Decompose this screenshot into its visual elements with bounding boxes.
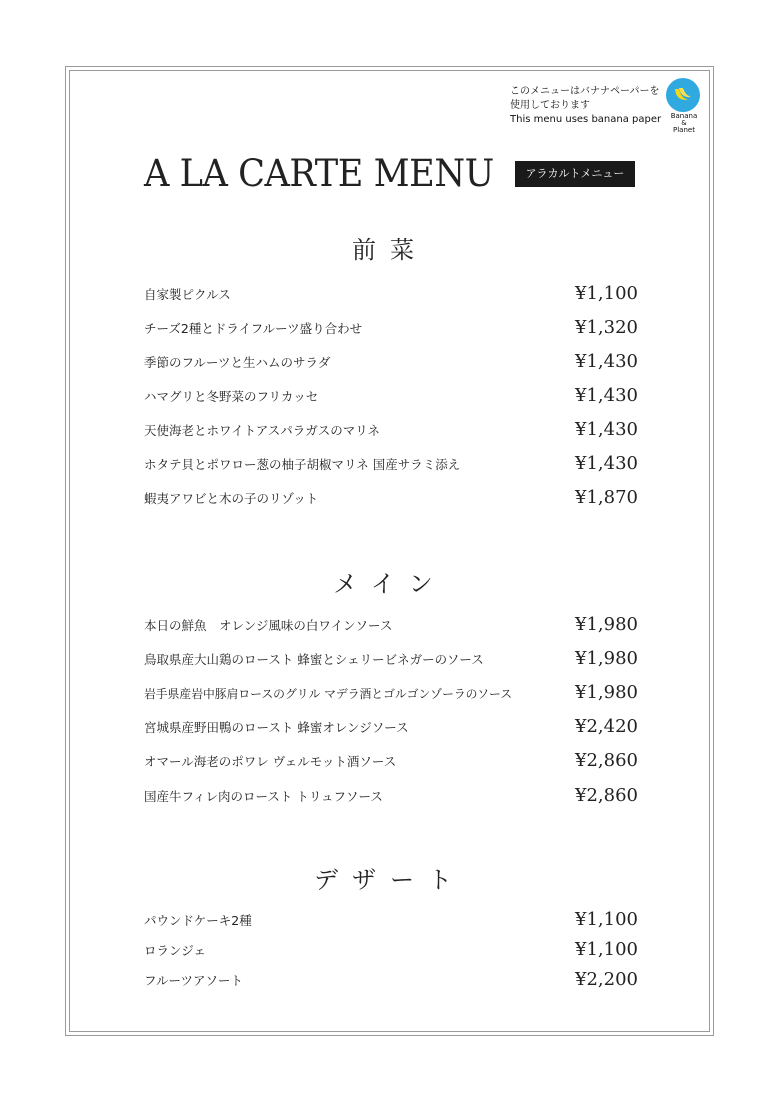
section-title-main: メイン bbox=[333, 570, 447, 598]
menu-item bbox=[144, 939, 638, 960]
menu-item-name: パウンドケーキ2種 bbox=[144, 913, 252, 928]
menu-item-price: ¥2,860 bbox=[575, 785, 638, 806]
menu-item-price: ¥1,870 bbox=[575, 487, 638, 508]
notice-line-1: このメニューはバナナペーパーを bbox=[510, 86, 660, 97]
banana-paper-notice bbox=[510, 85, 661, 127]
menu-item-name: フルーツアソート bbox=[144, 973, 244, 988]
section-title-dessert: デザート bbox=[314, 866, 466, 894]
menu-item bbox=[144, 351, 638, 372]
title-badge: アラカルトメニュー bbox=[515, 161, 635, 187]
menu-item-name: 季節のフルーツと生ハムのサラダ bbox=[144, 355, 331, 370]
menu-item bbox=[144, 419, 638, 440]
menu-item bbox=[144, 385, 638, 406]
menu-item-name: チーズ2種とドライフルーツ盛り合わせ bbox=[144, 321, 363, 336]
menu-item-name: オマール海老のポワレ ヴェルモット酒ソース bbox=[144, 754, 397, 769]
logo-text-planet: Planet bbox=[673, 126, 695, 134]
menu-item-name: 本日の鮮魚 オレンジ風味の白ワインソース bbox=[144, 618, 393, 633]
menu-item-price: ¥1,430 bbox=[575, 419, 638, 440]
menu-item-name: 天使海老とホワイトアスパラガスのマリネ bbox=[144, 423, 381, 438]
menu-item-name: 宮城県産野田鴨のロースト 蜂蜜オレンジソース bbox=[144, 720, 409, 735]
menu-item-name: 国産牛フィレ肉のロースト トリュフソース bbox=[144, 789, 383, 804]
menu-item-price: ¥2,860 bbox=[575, 750, 638, 771]
menu-item-name: 自家製ピクルス bbox=[144, 287, 231, 302]
menu-item-price: ¥1,980 bbox=[575, 648, 638, 669]
menu-item bbox=[144, 317, 638, 338]
menu-item bbox=[144, 682, 638, 703]
banana-planet-logo bbox=[664, 78, 704, 134]
menu-item-price: ¥1,100 bbox=[575, 939, 638, 960]
notice-line-2: 使用しております bbox=[510, 100, 590, 111]
menu-item-price: ¥1,980 bbox=[575, 614, 638, 635]
menu-item-name: 蝦夷アワビと木の子のリゾット bbox=[144, 491, 319, 506]
menu-item-price: ¥1,980 bbox=[575, 682, 638, 703]
menu-item-name: ハマグリと冬野菜のフリカッセ bbox=[144, 389, 319, 404]
notice-line-3: This menu uses banana paper bbox=[510, 114, 662, 125]
banana-icon bbox=[672, 85, 694, 105]
menu-item-name: ロランジェ bbox=[144, 943, 206, 958]
menu-item-price: ¥1,100 bbox=[575, 909, 638, 930]
menu-item bbox=[144, 283, 638, 304]
menu-item bbox=[144, 716, 638, 737]
menu-item bbox=[144, 750, 638, 771]
menu-item-name: 岩手県産岩中豚肩ロースのグリル マデラ酒とゴルゴンゾーラのソース bbox=[144, 687, 513, 701]
menu-item-price: ¥2,420 bbox=[575, 716, 638, 737]
page-title: A LA CARTE MENU bbox=[144, 152, 494, 195]
menu-item-price: ¥1,100 bbox=[575, 283, 638, 304]
logo-text-banana: Banana bbox=[670, 112, 698, 120]
menu-item bbox=[144, 909, 638, 930]
menu-item bbox=[144, 648, 638, 669]
menu-item bbox=[144, 487, 638, 508]
menu-item-price: ¥2,200 bbox=[575, 969, 638, 990]
menu-item bbox=[144, 969, 638, 990]
menu-item-price: ¥1,430 bbox=[575, 385, 638, 406]
menu-item-price: ¥1,320 bbox=[575, 317, 638, 338]
menu-item-name: 鳥取県産大山鶏のロースト 蜂蜜とシェリービネガーのソース bbox=[144, 652, 484, 667]
menu-item bbox=[144, 785, 638, 806]
menu-item bbox=[144, 614, 638, 635]
section-title-appetizers: 前菜 bbox=[352, 236, 428, 264]
menu-item bbox=[144, 453, 638, 474]
menu-item-name: ホタテ貝とポワロー葱の柚子胡椒マリネ 国産サラミ添え bbox=[144, 457, 461, 472]
logo-text-and: & bbox=[681, 119, 687, 127]
logo-text bbox=[664, 113, 704, 134]
menu-item-price: ¥1,430 bbox=[575, 453, 638, 474]
menu-item-price: ¥1,430 bbox=[575, 351, 638, 372]
